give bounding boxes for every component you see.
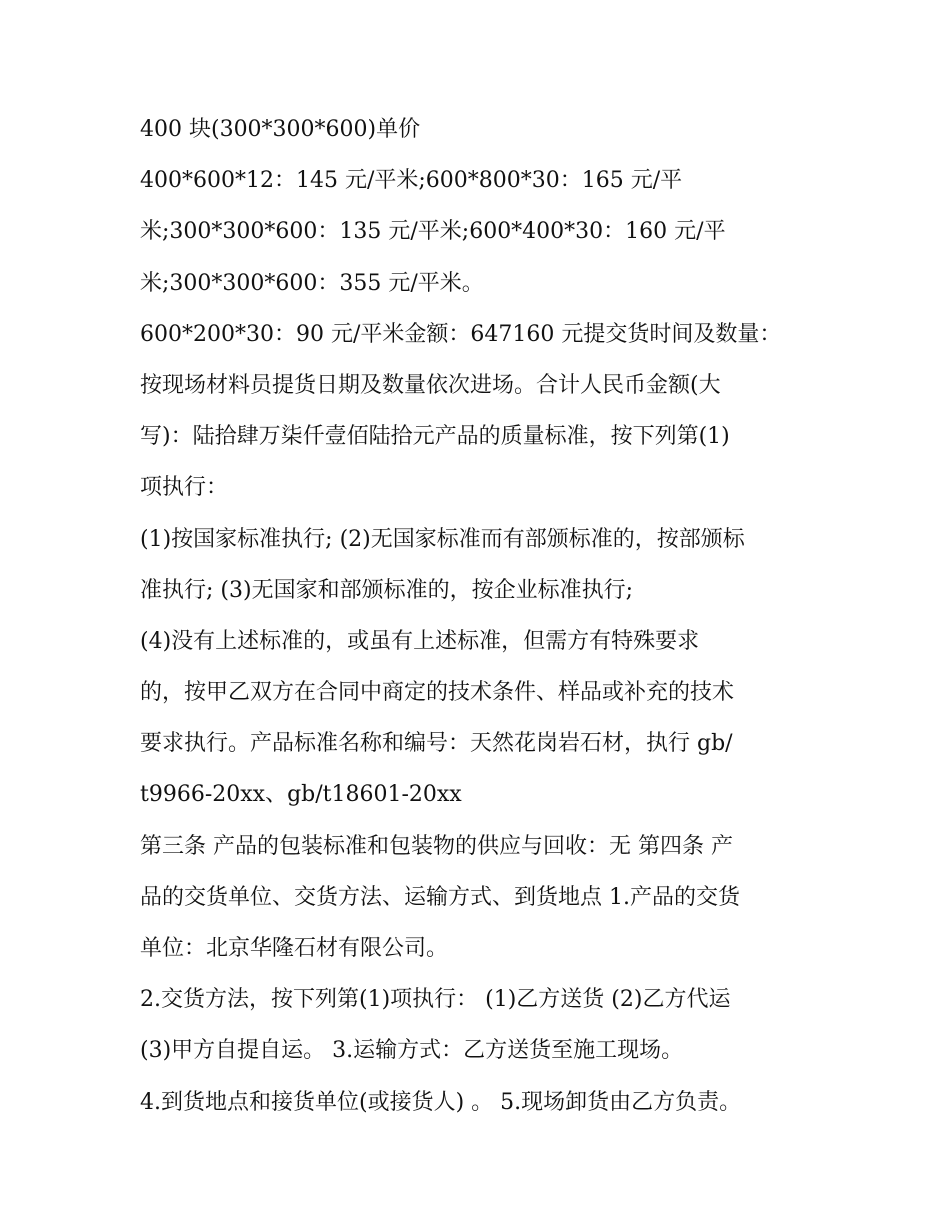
text-line: 2.交货方法，按下列第(1)项执行： (1)乙方送货 (2)乙方代运 (140, 987, 731, 1013)
text-line: t9966-20xx、gb/t18601-20xx (140, 782, 462, 808)
text-line: (1)按国家标准执行; (2)无国家标准而有部颁标准的，按部颁标 (140, 526, 745, 552)
text-line: 准执行; (3)无国家和部颁标准的，按企业标准执行; (140, 577, 633, 603)
document-body (140, 110, 820, 1134)
text-line: (3)甲方自提自运。 3.运输方式：乙方送货至施工现场。 (140, 1038, 684, 1064)
text-line: 第三条 产品的包装标准和包装物的供应与回收：无 第四条 产 (140, 833, 733, 859)
text-line: 米;300*300*600：135 元/平米;600*400*30：160 元/平 (140, 219, 726, 245)
text-line: 400 块(300*300*600)单价 (140, 117, 421, 142)
text-line: 写)：陆拾肆万柒仟壹佰陆拾元产品的质量标准，按下列第(1) (140, 424, 730, 450)
text-line: 按现场材料员提货日期及数量依次进场。合计人民币金额(大 (140, 372, 721, 398)
text-line: 4.到货地点和接货单位(或接货人) 。 5.现场卸货由乙方负责。 (140, 1089, 742, 1115)
text-line: 单位：北京华隆石材有限公司。 (140, 936, 449, 961)
text-line: 600*200*30：90 元/平米金额：647160 元提交货时间及数量： (140, 321, 782, 347)
text-line: 项执行： (140, 475, 229, 501)
text-line: 品的交货单位、交货方法、运输方式、到货地点 1.产品的交货 (140, 884, 740, 910)
text-line: 400*600*12：145 元/平米;600*800*30：165 元/平 (140, 168, 683, 194)
text-line: 的，按甲乙双方在合同中商定的技术条件、样品或补充的技术 (140, 680, 735, 706)
text-line: (4)没有上述标准的，或虽有上述标准，但需方有特殊要求 (140, 628, 700, 654)
text-line: 米;300*300*600：355 元/平米。 (140, 270, 484, 296)
text-line: 要求执行。产品标准名称和编号：天然花岗岩石材，执行 gb/ (140, 731, 733, 757)
